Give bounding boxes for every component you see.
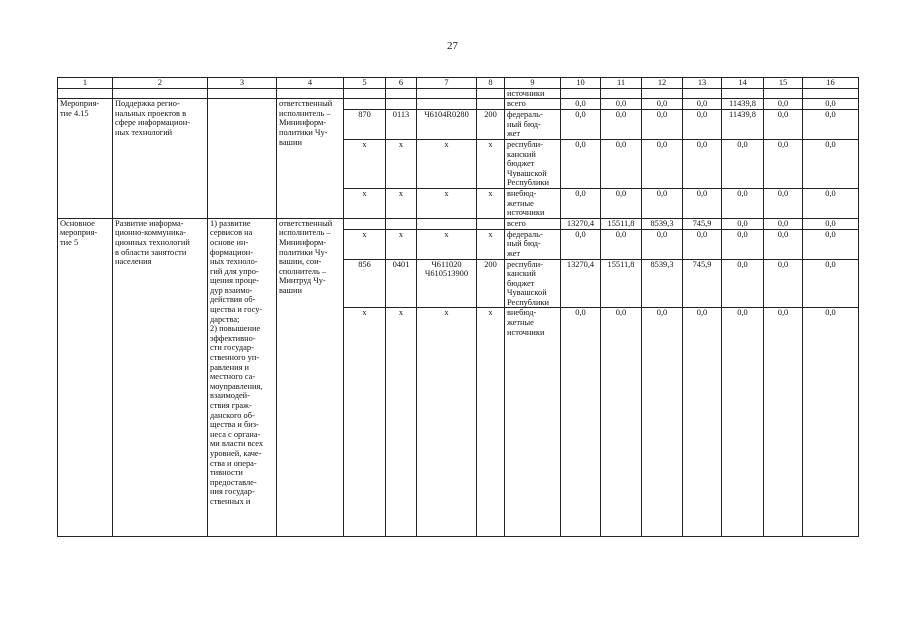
column-number: 5 xyxy=(344,78,386,89)
amount-cell: 0,0 xyxy=(683,229,722,259)
budget-code-grbs xyxy=(344,218,386,229)
funding-source: всего xyxy=(505,99,561,110)
amount-cell: 11439,8 xyxy=(722,99,764,110)
amount-cell: 0,0 xyxy=(722,259,764,308)
column-number: 1 xyxy=(58,78,113,89)
column-number: 6 xyxy=(386,78,417,89)
column-number-row xyxy=(58,78,859,89)
amount-cell: 8539,3 xyxy=(642,259,683,308)
amount-cell: 0,0 xyxy=(764,229,803,259)
funding-source: федераль- ный бюд- жет xyxy=(505,229,561,259)
program-table xyxy=(57,77,859,537)
activity-name: Развитие информа- ционно-коммуника- ционных технологий в области занятости населения xyxy=(113,218,208,537)
budget-code-type xyxy=(477,218,505,229)
activity-code: Мероприя- тие 4.15 xyxy=(58,99,113,219)
activity-goals xyxy=(208,99,277,219)
activity-code: Основное мероприя- тие 5 xyxy=(58,218,113,537)
budget-code-target: x xyxy=(417,188,477,218)
budget-code-target: Ч6104R0280 xyxy=(417,110,477,140)
amount-cell: 0,0 xyxy=(722,218,764,229)
budget-code-grbs: x xyxy=(344,139,386,188)
amount-cell: 0,0 xyxy=(561,110,601,140)
column-number: 15 xyxy=(764,78,803,89)
amount-cell: 0,0 xyxy=(764,218,803,229)
amount-cell: 0,0 xyxy=(561,99,601,110)
amount-cell: 0,0 xyxy=(803,188,859,218)
amount-cell: 0,0 xyxy=(803,218,859,229)
column-number: 13 xyxy=(683,78,722,89)
amount-cell: 0,0 xyxy=(722,139,764,188)
budget-code-type: x xyxy=(477,139,505,188)
amount-cell: 0,0 xyxy=(601,99,642,110)
activity-name: Поддержка регио- нальных проектов в сфере информацион- ных технологий xyxy=(113,99,208,219)
amount-cell: 745,9 xyxy=(683,218,722,229)
amount-cell: 0,0 xyxy=(561,229,601,259)
budget-code-section: x xyxy=(386,308,417,537)
column-number: 14 xyxy=(722,78,764,89)
amount-cell: 0,0 xyxy=(601,110,642,140)
column-number: 10 xyxy=(561,78,601,89)
amount-cell: 0,0 xyxy=(561,308,601,537)
amount-cell: 0,0 xyxy=(764,188,803,218)
amount-cell: 0,0 xyxy=(764,110,803,140)
amount-cell: 0,0 xyxy=(803,110,859,140)
amount-cell: 0,0 xyxy=(764,99,803,110)
budget-code-grbs: x xyxy=(344,188,386,218)
amount-cell: 0,0 xyxy=(601,308,642,537)
budget-code-target: x xyxy=(417,139,477,188)
activity-executor: ответственный исполнитель – Мининформ- политики Чу- вашии, сои- сполнитель – Минтруд Чу- вашии xyxy=(277,218,344,537)
amount-cell: 0,0 xyxy=(722,308,764,537)
amount-cell: 0,0 xyxy=(683,188,722,218)
column-number: 3 xyxy=(208,78,277,89)
activity-executor: ответственный исполнитель – Мининформ- политики Чу- вашии xyxy=(277,99,344,219)
budget-code-grbs: 856 xyxy=(344,259,386,308)
table-row xyxy=(58,99,859,110)
budget-code-target xyxy=(417,99,477,110)
amount-cell: 0,0 xyxy=(683,139,722,188)
budget-code-target: Ч611020 Ч610513900 xyxy=(417,259,477,308)
source-cell: источники xyxy=(505,88,561,99)
amount-cell: 0,0 xyxy=(803,99,859,110)
amount-cell: 11439,8 xyxy=(722,110,764,140)
amount-cell: 0,0 xyxy=(803,308,859,537)
funding-source: федераль- ный бюд- жет xyxy=(505,110,561,140)
budget-code-type: x xyxy=(477,308,505,537)
table-row xyxy=(58,218,859,229)
funding-source: внебюд- жетные источники xyxy=(505,308,561,537)
budget-code-section: x xyxy=(386,188,417,218)
amount-cell: 15511,8 xyxy=(601,259,642,308)
page-number: 27 xyxy=(447,40,458,52)
amount-cell: 0,0 xyxy=(803,229,859,259)
budget-code-target: x xyxy=(417,229,477,259)
amount-cell: 0,0 xyxy=(722,188,764,218)
column-number: 7 xyxy=(417,78,477,89)
column-number: 11 xyxy=(601,78,642,89)
amount-cell: 15511,8 xyxy=(601,218,642,229)
budget-code-type xyxy=(477,99,505,110)
amount-cell: 0,0 xyxy=(764,139,803,188)
funding-source: внебюд- жетные источники xyxy=(505,188,561,218)
activity-goals: 1) развитие сервисов на основе ин- формацион- ных техноло- гий для упро- щения проце- дур взаимо- действия об- щества и госу- дарства; 2) повышение эффективно- сти государ- ственного уп- равления и местного са- моуправления, взаимодей- ствия граж- данского об- щества и биз- неса с органа- ми власти всех уровней, каче- ства и опера- тивности предоставле- ния государ- ственных и xyxy=(208,218,277,537)
budget-code-type: 200 xyxy=(477,110,505,140)
budget-code-section xyxy=(386,218,417,229)
amount-cell: 8539,3 xyxy=(642,218,683,229)
funding-source: республи- канский бюджет Чувашской Республики xyxy=(505,139,561,188)
amount-cell: 0,0 xyxy=(642,188,683,218)
amount-cell: 13270,4 xyxy=(561,259,601,308)
amount-cell: 0,0 xyxy=(683,110,722,140)
amount-cell: 0,0 xyxy=(803,259,859,308)
funding-source: всего xyxy=(505,218,561,229)
column-number: 2 xyxy=(113,78,208,89)
amount-cell: 0,0 xyxy=(642,308,683,537)
budget-code-section: 0113 xyxy=(386,110,417,140)
amount-cell: 0,0 xyxy=(642,110,683,140)
amount-cell: 0,0 xyxy=(764,259,803,308)
column-number: 8 xyxy=(477,78,505,89)
amount-cell: 0,0 xyxy=(803,139,859,188)
amount-cell: 0,0 xyxy=(683,99,722,110)
carry-over-row xyxy=(58,88,859,99)
budget-code-grbs: x xyxy=(344,229,386,259)
column-number: 4 xyxy=(277,78,344,89)
budget-code-grbs: x xyxy=(344,308,386,537)
column-number: 16 xyxy=(803,78,859,89)
budget-code-type: x xyxy=(477,188,505,218)
amount-cell: 0,0 xyxy=(683,308,722,537)
budget-code-target: x xyxy=(417,308,477,537)
amount-cell: 0,0 xyxy=(601,229,642,259)
funding-source: республи- канский бюджет Чувашской Республики xyxy=(505,259,561,308)
amount-cell: 745,9 xyxy=(683,259,722,308)
amount-cell: 0,0 xyxy=(722,229,764,259)
budget-code-grbs xyxy=(344,99,386,110)
amount-cell: 0,0 xyxy=(601,188,642,218)
amount-cell: 0,0 xyxy=(601,139,642,188)
amount-cell: 0,0 xyxy=(642,229,683,259)
amount-cell: 0,0 xyxy=(561,188,601,218)
column-number: 9 xyxy=(505,78,561,89)
budget-code-target xyxy=(417,218,477,229)
amount-cell: 0,0 xyxy=(764,308,803,537)
amount-cell: 13270,4 xyxy=(561,218,601,229)
budget-code-section: x xyxy=(386,139,417,188)
amount-cell: 0,0 xyxy=(642,139,683,188)
budget-code-grbs: 870 xyxy=(344,110,386,140)
budget-code-type: 200 xyxy=(477,259,505,308)
amount-cell: 0,0 xyxy=(642,99,683,110)
column-number: 12 xyxy=(642,78,683,89)
budget-code-section: x xyxy=(386,229,417,259)
amount-cell: 0,0 xyxy=(561,139,601,188)
budget-code-section xyxy=(386,99,417,110)
budget-code-section: 0401 xyxy=(386,259,417,308)
budget-code-type: x xyxy=(477,229,505,259)
